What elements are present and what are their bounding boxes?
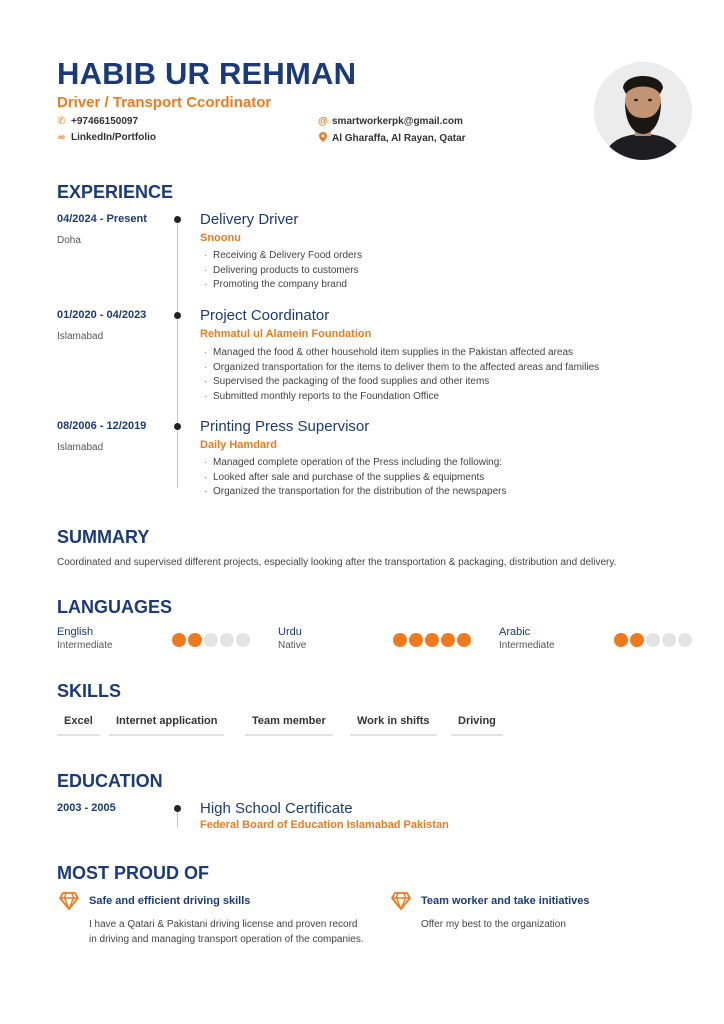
diamond-icon	[391, 892, 411, 910]
email-text[interactable]: smartworkerpk@gmail.com	[332, 116, 463, 127]
list-item: · Organized transportation for the items to deliver them to the affected areas and families	[204, 361, 599, 376]
skill-tag: Work in shifts	[350, 712, 437, 736]
language-name: Urdu	[278, 626, 302, 638]
summary-heading: SUMMARY	[57, 527, 150, 547]
job-title: Printing Press Supervisor	[200, 418, 370, 435]
list-item: · Delivering products to customers	[204, 264, 362, 279]
list-item: · Promoting the company brand	[204, 278, 362, 293]
rating-dot	[457, 633, 471, 647]
at-icon: @	[318, 116, 328, 127]
rating-dot	[220, 633, 234, 647]
timeline-dot	[174, 312, 181, 319]
candidate-name: HABIB UR REHMAN	[57, 56, 357, 91]
proud-item-title: Team worker and take initiatives	[421, 895, 590, 907]
proud-item-text: I have a Qatari & Pakistani driving license and proven record in driving and managing transport operation of the companies.	[89, 919, 364, 945]
list-item: · Receiving & Delivery Food orders	[204, 249, 362, 264]
rating-dot	[204, 633, 218, 647]
rating-dot	[172, 633, 186, 647]
timeline-dot	[174, 423, 181, 430]
language-rating	[172, 633, 250, 647]
skill-tag: Team member	[245, 712, 333, 736]
job-company: Rehmatul ul Alamein Foundation	[200, 328, 372, 340]
language-name: English	[57, 626, 94, 638]
language-name: Arabic	[499, 626, 531, 638]
pin-icon	[318, 132, 327, 145]
education-timeline	[177, 812, 178, 828]
list-item: · Managed the food & other household item supplies in the Pakistan affected areas	[204, 346, 599, 361]
phone-icon: ✆	[57, 116, 66, 127]
list-item: · Managed complete operation of the Press including the following:	[204, 456, 507, 471]
location-contact	[318, 132, 466, 145]
rating-dot	[630, 633, 644, 647]
proud-heading: MOST PROUD OF	[57, 863, 209, 883]
list-item: · Organized the transportation for the distribution of the newspapers	[204, 485, 507, 500]
education-title: High School Certificate	[200, 800, 353, 817]
list-item: · Looked after sale and purchase of the supplies & equipments	[204, 471, 507, 486]
rating-dot	[441, 633, 455, 647]
language-level: Intermediate	[57, 640, 113, 651]
language-level: Native	[278, 640, 307, 651]
language-item	[57, 625, 113, 653]
link-text[interactable]: LinkedIn/Portfolio	[71, 132, 156, 143]
skills-heading: SKILLS	[57, 681, 122, 701]
list-item: · Submitted monthly reports to the Foundation Office	[204, 390, 599, 405]
list-item: · Supervised the packaging of the food supplies and other items	[204, 375, 599, 390]
skill-tag: Excel	[57, 712, 100, 736]
rating-dot	[662, 633, 676, 647]
profile-photo	[594, 62, 692, 160]
phone-text: +97466150097	[71, 116, 139, 127]
job-bullets	[204, 456, 507, 500]
link-contact[interactable]	[57, 132, 156, 143]
job-title: Project Coordinator	[200, 307, 330, 324]
proud-item-title: Safe and efficient driving skills	[89, 895, 251, 907]
experience-timeline	[177, 218, 178, 488]
job-location: Islamabad	[57, 442, 104, 453]
timeline-dot	[174, 216, 181, 223]
language-rating	[393, 633, 471, 647]
link-icon: ∞	[57, 132, 66, 143]
language-item	[278, 625, 306, 653]
rating-dot	[678, 633, 692, 647]
language-level: Intermediate	[499, 640, 555, 651]
job-dates: 01/2020 - 04/2023	[57, 309, 147, 321]
job-location: Doha	[57, 235, 81, 246]
language-item	[499, 625, 555, 653]
email-contact[interactable]	[318, 116, 463, 127]
job-company: Daily Hamdard	[200, 439, 278, 451]
job-location: Islamabad	[57, 331, 104, 342]
location-text: Al Gharaffa, Al Rayan, Qatar	[332, 133, 466, 144]
skill-tag: Internet application	[109, 712, 224, 736]
job-dates: 04/2024 - Present	[57, 213, 147, 225]
job-title: Delivery Driver	[200, 211, 299, 228]
skill-tag: Driving	[451, 712, 503, 736]
rating-dot	[646, 633, 660, 647]
experience-heading: EXPERIENCE	[57, 182, 174, 202]
rating-dot	[614, 633, 628, 647]
summary-text: Coordinated and supervised different projects, especially looking after the transportation & packaging, distribution and delivery.	[57, 557, 617, 568]
rating-dot	[188, 633, 202, 647]
diamond-icon	[59, 892, 79, 910]
education-heading: EDUCATION	[57, 771, 163, 791]
rating-dot	[393, 633, 407, 647]
rating-dot	[425, 633, 439, 647]
candidate-role: Driver / Transport Ccordinator	[57, 94, 272, 111]
rating-dot	[409, 633, 423, 647]
education-dates: 2003 - 2005	[57, 802, 116, 814]
language-rating	[614, 633, 692, 647]
phone-contact	[57, 116, 138, 127]
timeline-dot	[174, 805, 181, 812]
job-dates: 08/2006 - 12/2019	[57, 420, 147, 432]
proud-item-text: Offer my best to the organization	[421, 919, 566, 930]
job-company: Snoonu	[200, 232, 241, 244]
rating-dot	[236, 633, 250, 647]
job-bullets	[204, 346, 599, 404]
education-institution: Federal Board of Education Islamabad Pakistan	[200, 819, 449, 831]
languages-heading: LANGUAGES	[57, 597, 173, 617]
job-bullets	[204, 249, 362, 293]
